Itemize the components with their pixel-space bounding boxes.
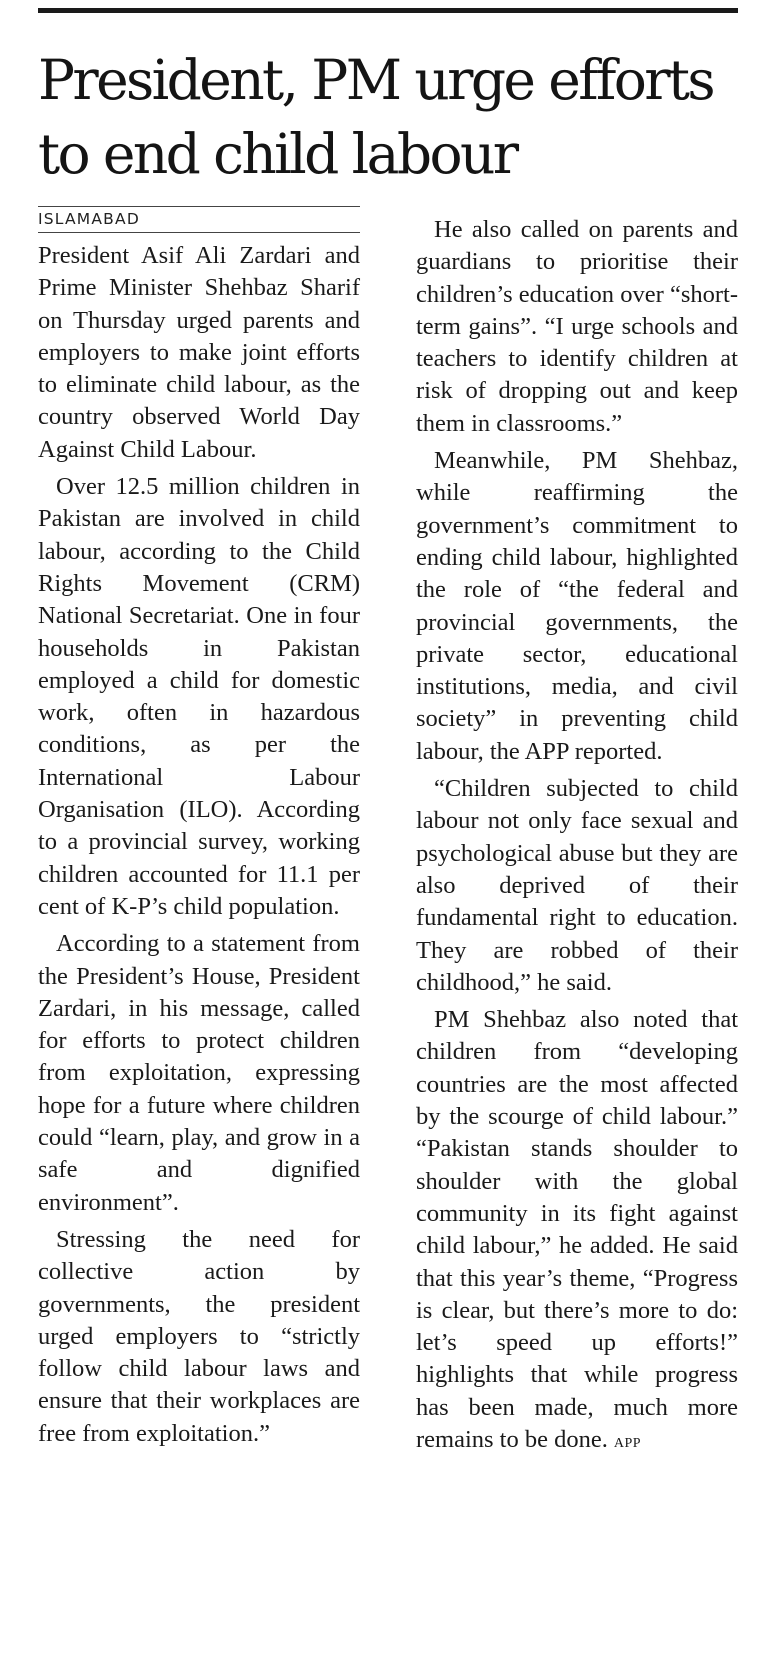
dateline: ISLAMABAD xyxy=(38,210,140,229)
paragraph-8 xyxy=(416,1004,738,1460)
paragraph-8-text: PM Shehbaz also noted that children from “developing countries are the most affected by the scourge of child labour.” “Pakistan stands shoulder to shoulder with the global community in its fight against child labour,” he added. He said that this year’s theme, “Progress is clear, but there’s more to do: let’s speed up efforts!” highlights that while progress has been made, much more remains to be done. xyxy=(416,1006,738,1453)
paragraph-5: He also called on parents and guardians to prioritise their children’s education over “short-term gains”. “I urge schools and teachers to identify children at risk of dropping out and keep them in classrooms.” xyxy=(416,216,738,437)
column-2 xyxy=(416,206,738,1465)
paragraph-1: President Asif Ali Zardari and Prime Minister Shehbaz Sharif on Thursday urged parents and employers to make joint efforts to eliminate child labour, as the country observed World Day Against Child Labour. xyxy=(38,242,360,463)
paragraph-6: Meanwhile, PM Shehbaz, while reaffirming the government’s commitment to ending child labour, highlighted the role of “the federal and provincial governments, the private sector, educational institutions, media, and civil society” in preventing child labour, the APP reported. xyxy=(416,447,738,765)
paragraph-3: According to a statement from the President’s House, President Zardari, in his message, called for efforts to protect children from exploitation, expressing hope for a future where children could “learn, play, and grow in a safe and dignified environment”. xyxy=(38,930,360,1216)
agency-credit: APP xyxy=(613,1435,642,1451)
paragraph-2: Over 12.5 million children in Pakistan are involved in child labour, according to the Child Rights Movement (CRM) National Secretariat. One in four households in Pakistan employed a child for domestic work, often in hazardous conditions, as per the International Labour Organisation (ILO). According to a provincial survey, working children accounted for 11.1 per cent of K-P’s child population. xyxy=(38,473,360,920)
top-rule xyxy=(38,8,738,13)
dateline-box xyxy=(38,206,360,233)
headline: President, PM urge efforts to end child labour xyxy=(38,48,714,186)
news-article xyxy=(38,8,738,1453)
paragraph-4: Stressing the need for collective action by governments, the president urged employers to “strictly follow child labour laws and ensure that their workplaces are free from exploitation.” xyxy=(38,1225,360,1447)
article-body xyxy=(38,206,738,1465)
paragraph-7: “Children subjected to child labour not only face sexual and psychological abuse but they are also deprived of their fundamental right to education. They are robbed of their childhood,” he said. xyxy=(416,775,738,996)
column-1 xyxy=(38,206,360,1465)
